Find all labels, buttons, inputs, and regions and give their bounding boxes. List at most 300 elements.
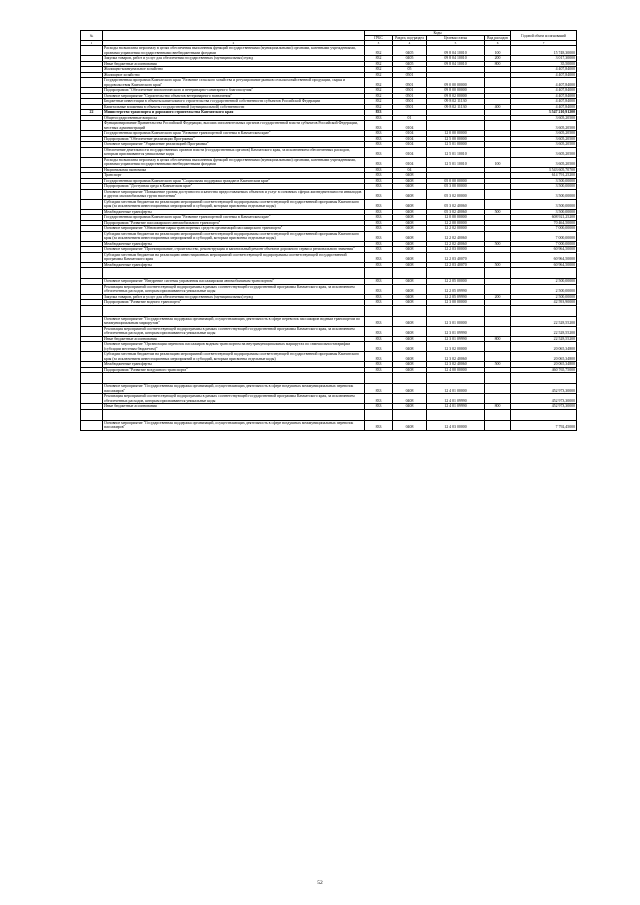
row-razdel: 0104 <box>393 136 427 142</box>
row-sum: 3 605,20500 <box>511 115 577 121</box>
row-grbs: 833 <box>365 121 393 131</box>
header-codes: Коды <box>365 31 511 36</box>
row-num <box>81 284 103 294</box>
row-grbs: 833 <box>365 404 393 410</box>
row-sum: 3 017,30000 <box>511 56 577 62</box>
row-grbs: 833 <box>365 184 393 190</box>
row-grbs: 832 <box>365 88 393 94</box>
row-csr: 09 8 02 00000 <box>427 93 485 99</box>
row-sum: 60 964,50000 <box>511 262 577 268</box>
row-num <box>81 46 103 56</box>
row-csr: 05 3 00 00000 <box>427 184 485 190</box>
header-num: № <box>81 31 103 41</box>
row-grbs: 833 <box>365 394 393 404</box>
row-razdel: 0408 <box>393 342 427 352</box>
row-vr: 500 <box>485 262 511 268</box>
table-row <box>81 78 577 88</box>
row-sum: 4 407,84000 <box>511 67 577 73</box>
spacer-cell <box>427 373 485 384</box>
row-name: Общегосударственные вопросы <box>103 115 365 121</box>
row-sum: 4 407,84000 <box>511 104 577 110</box>
row-grbs: 832 <box>365 104 393 110</box>
row-razdel: 0408 <box>393 247 427 253</box>
row-grbs: 833 <box>365 115 393 121</box>
spacer-row <box>81 305 577 316</box>
row-name: Жилищно-коммунальное хозяйство <box>103 67 365 73</box>
row-num <box>81 78 103 88</box>
row-num <box>81 231 103 241</box>
row-grbs: 833 <box>365 147 393 157</box>
row-grbs: 833 <box>365 241 393 247</box>
row-grbs: 833 <box>365 142 393 148</box>
header-grbs: ГРБС <box>365 36 393 41</box>
spacer-cell <box>511 268 577 279</box>
row-csr <box>427 121 485 131</box>
row-grbs: 833 <box>365 420 393 430</box>
row-sum: 4 407,84000 <box>511 88 577 94</box>
row-grbs: 833 <box>365 189 393 199</box>
spacer-cell <box>103 268 365 279</box>
row-razdel: 0408 <box>393 384 427 394</box>
row-vr <box>485 316 511 326</box>
row-csr: 09 8 04 10010 <box>427 61 485 67</box>
row-grbs: 833 <box>365 252 393 262</box>
spacer-cell <box>427 305 485 316</box>
row-vr <box>485 352 511 362</box>
row-razdel: 0408 <box>393 184 427 190</box>
row-sum: 3 500,00000 <box>511 199 577 209</box>
spacer-cell <box>485 268 511 279</box>
row-razdel: 0501 <box>393 104 427 110</box>
row-vr <box>485 326 511 336</box>
header-name <box>103 31 365 41</box>
row-csr: 09 8 02 11130 <box>427 99 485 105</box>
row-name: Функционирование Правительства Российской Федерации, высших исполнительных органов государственной власти субъектов Российской Федерации, местных администраций <box>103 121 365 131</box>
row-sum: 22 528,55200 <box>511 316 577 326</box>
row-csr: 12 2 05 00000 <box>427 279 485 285</box>
table-row <box>81 199 577 209</box>
row-razdel: 0408 <box>393 199 427 209</box>
row-razdel: 0501 <box>393 99 427 105</box>
spacer-cell <box>365 373 393 384</box>
table-row <box>81 189 577 199</box>
row-num <box>81 157 103 167</box>
row-name: Основное мероприятие "Проектирование, строительство, реконструкция и капитальный ремонт объектов дорожного сервиса регионального значения" <box>103 247 365 253</box>
row-razdel: 0408 <box>393 209 427 215</box>
table-row <box>81 326 577 336</box>
row-csr: 12 4 01 09990 <box>427 394 485 404</box>
table-row <box>81 352 577 362</box>
row-name: Межбюджетные трансферты <box>103 241 365 247</box>
table-row <box>81 394 577 404</box>
row-csr: 12 3 01 09990 <box>427 326 485 336</box>
row-name: Государственная программа Камчатского края "Развитие транспортной системы в Камчатском крае" <box>103 131 365 137</box>
row-num <box>81 252 103 262</box>
row-sum: 2 500,00000 <box>511 279 577 285</box>
table-row <box>81 384 577 394</box>
budget-table <box>80 30 577 431</box>
row-name: Подпрограмма "Развитие воздушного транспорта" <box>103 367 365 373</box>
row-razdel: 0408 <box>393 367 427 373</box>
spacer-cell <box>393 268 427 279</box>
row-grbs: 833 <box>365 384 393 394</box>
row-num <box>81 384 103 394</box>
row-grbs: 832 <box>365 46 393 56</box>
row-razdel: 0408 <box>393 284 427 294</box>
row-vr <box>485 420 511 430</box>
row-name: Подпрограмма "Развитие водного транспорта" <box>103 300 365 306</box>
row-csr: 05 0 00 00000 <box>427 178 485 184</box>
row-sum: 3 500,00000 <box>511 178 577 184</box>
row-sum: 4 407,84000 <box>511 72 577 78</box>
row-razdel: 0104 <box>393 157 427 167</box>
row-grbs: 833 <box>365 326 393 336</box>
row-num <box>81 199 103 209</box>
row-sum: 3 605,20500 <box>511 131 577 137</box>
row-name: Субсидии местным бюджетам на реализацию мероприятий соответствующей подпрограммы соответствующей государственной программы Камчатского края (за исключением инвестиционных мероприятий и субсидий, которым присвоены отдельные коды) <box>103 231 365 241</box>
row-vr: 800 <box>485 336 511 342</box>
row-sum: 608 921,25200 <box>511 215 577 221</box>
row-razdel: 0408 <box>393 173 427 179</box>
spacer-cell <box>427 268 485 279</box>
row-razdel: 01 <box>393 115 427 121</box>
row-csr: 12 4 03 00000 <box>427 420 485 430</box>
spacer-cell <box>81 305 103 316</box>
column-index: 4 <box>393 41 427 46</box>
row-sum: 20 065,34800 <box>511 342 577 352</box>
row-name: Подпрограмма "Доступная среда в Камчатском крае" <box>103 184 365 190</box>
row-sum: 4 407,84000 <box>511 93 577 99</box>
row-sum: 60 964,50000 <box>511 247 577 253</box>
row-csr: 12 3 01 09990 <box>427 336 485 342</box>
row-name: Реализация мероприятий соответствующей подпрограммы в рамках соответствующей государственной программы Камчатского края, за исключением обеспеченных расходов, которым присваиваются уникальные коды <box>103 284 365 294</box>
row-csr: 12 5 01 10010 <box>427 157 485 167</box>
row-sum: 614 791,25200 <box>511 173 577 179</box>
row-sum: 35,50000 <box>511 61 577 67</box>
spacer-cell <box>511 305 577 316</box>
row-num <box>81 342 103 352</box>
row-name: Транспорт <box>103 173 365 179</box>
row-vr <box>485 284 511 294</box>
row-razdel: 0501 <box>393 88 427 94</box>
row-grbs: 833 <box>365 284 393 294</box>
row-grbs: 833 <box>365 247 393 253</box>
table-row <box>81 157 577 167</box>
row-csr: 12 2 05 09990 <box>427 284 485 294</box>
row-sum: 3 500,00000 <box>511 184 577 190</box>
row-csr: 05 3 02 40060 <box>427 199 485 209</box>
row-csr: 12 5 01 00000 <box>427 142 485 148</box>
row-vr: 100 <box>485 46 511 56</box>
row-sum: 452 973,30000 <box>511 394 577 404</box>
row-grbs: 832 <box>365 67 393 73</box>
row-razdel: 04 <box>393 167 427 173</box>
spacer-row <box>81 268 577 279</box>
row-grbs: 833 <box>365 110 393 116</box>
row-name: Закупка товаров, работ и услуг для обеспечения государственных (муниципальных) нужд <box>103 294 365 300</box>
row-name: Реализация мероприятий соответствующей подпрограммы в рамках соответствующей государственной программы Камчатского края, за исключением обеспеченных расходов, которым присваиваются уникальные коды <box>103 394 365 404</box>
spacer-cell <box>365 305 393 316</box>
table-row <box>81 284 577 294</box>
table-row <box>81 420 577 430</box>
header-razdel: Раздел, под-раздел <box>393 36 427 41</box>
row-sum: 42 593,90000 <box>511 300 577 306</box>
row-grbs: 833 <box>365 215 393 221</box>
row-name: Государственная программа Камчатского края "Развитие сельского хозяйства и регулирование рынков сельскохозяйственной продукции, сырья и продовольствия Камчатского края" <box>103 78 365 88</box>
row-sum: 7 792,45000 <box>511 420 577 430</box>
row-grbs: 833 <box>365 352 393 362</box>
row-vr <box>485 342 511 352</box>
row-csr: 12 4 00 00000 <box>427 367 485 373</box>
column-index: 3 <box>365 41 393 46</box>
row-csr: 12 2 03 40070 <box>427 252 485 262</box>
row-vr: 500 <box>485 209 511 215</box>
row-grbs: 833 <box>365 262 393 268</box>
row-vr: 800 <box>485 61 511 67</box>
spacer-cell <box>103 305 365 316</box>
spacer-cell <box>103 409 365 420</box>
row-sum: 22 528,55200 <box>511 326 577 336</box>
column-index: 6 <box>485 41 511 46</box>
row-vr <box>485 189 511 199</box>
row-razdel: 0405 <box>393 46 427 56</box>
row-grbs: 833 <box>365 173 393 179</box>
row-vr: 100 <box>485 157 511 167</box>
row-num <box>81 326 103 336</box>
row-razdel: 0408 <box>393 294 427 300</box>
row-csr: 12 3 00 00000 <box>427 300 485 306</box>
row-csr: 09 8 00 00000 <box>427 88 485 94</box>
row-sum: 20 065,34800 <box>511 362 577 368</box>
row-razdel: 0408 <box>393 352 427 362</box>
row-grbs: 833 <box>365 231 393 241</box>
row-name: Основное мероприятие "Организация перевозок пассажиров водным транспортом на внутримуниципальных маршрутах по свмешольностатарифам (субсидии местным бюджетам)" <box>103 342 365 352</box>
row-name: Межбюджетные трансферты <box>103 362 365 368</box>
header-total: Годовой объем ассигнований <box>511 31 577 41</box>
row-sum: 452 973,30000 <box>511 404 577 410</box>
row-sum: 3 543 605,70700 <box>511 167 577 173</box>
row-name: Национальная экономика <box>103 167 365 173</box>
column-index: 2 <box>103 41 365 46</box>
row-razdel: 0408 <box>393 420 427 430</box>
row-razdel: 0408 <box>393 241 427 247</box>
row-razdel: 0408 <box>393 394 427 404</box>
table-row <box>81 342 577 352</box>
table-body <box>81 46 577 431</box>
row-razdel: 0408 <box>393 316 427 326</box>
row-num <box>81 147 103 157</box>
spacer-cell <box>81 268 103 279</box>
row-vr <box>485 231 511 241</box>
spacer-row <box>81 409 577 420</box>
spacer-cell <box>365 409 393 420</box>
table-row <box>81 316 577 326</box>
row-csr: 05 3 02 40060 <box>427 209 485 215</box>
row-razdel: 0408 <box>393 336 427 342</box>
row-csr: 12 3 02 00000 <box>427 342 485 352</box>
row-grbs: 833 <box>365 336 393 342</box>
row-razdel: 0408 <box>393 404 427 410</box>
row-name: Расходы на выплаты персоналу в целях обеспечения выполнения функций государственными (муниципальными) органами, казенными учреждениями, органами управления государственными внебюджетными фондами <box>103 46 365 56</box>
spacer-cell <box>103 373 365 384</box>
spacer-cell <box>365 268 393 279</box>
row-csr: 12 2 02 00000 <box>427 226 485 232</box>
row-razdel: 0104 <box>393 131 427 137</box>
row-grbs: 832 <box>365 72 393 78</box>
row-sum: 2 500,00000 <box>511 284 577 294</box>
row-grbs: 833 <box>365 136 393 142</box>
row-razdel: 05 <box>393 67 427 73</box>
header-vr: Вид расходов <box>485 36 511 41</box>
row-vr: 200 <box>485 294 511 300</box>
row-razdel: 0405 <box>393 61 427 67</box>
row-sum: 3 605,20500 <box>511 147 577 157</box>
spacer-cell <box>485 373 511 384</box>
row-grbs: 833 <box>365 167 393 173</box>
row-csr: 05 3 02 00000 <box>427 189 485 199</box>
row-num <box>81 316 103 326</box>
row-sum: 3 605,20500 <box>511 121 577 131</box>
row-sum: 4 407,84000 <box>511 99 577 105</box>
row-grbs: 833 <box>365 362 393 368</box>
row-razdel: 0408 <box>393 362 427 368</box>
table-row <box>81 121 577 131</box>
row-num: 22 <box>81 110 103 116</box>
row-name: Субсидии местным бюджетам на реализацию мероприятий соответствующей подпрограммы соответствующей государственной программы Камчатского края (за исключением инвестиционных мероприятий и субсидий, которым присвоены отдельные коды) <box>103 352 365 362</box>
row-name: Межбюджетные трансферты <box>103 209 365 215</box>
row-csr: 12 3 02 40060 <box>427 362 485 368</box>
row-sum: 3 605,20500 <box>511 136 577 142</box>
column-index: 5 <box>427 41 485 46</box>
row-razdel: 0501 <box>393 78 427 88</box>
row-grbs: 833 <box>365 157 393 167</box>
row-sum: 7 000,00000 <box>511 231 577 241</box>
row-name: Субсидии местным бюджетам на реализацию инвестиционных мероприятий соответствующей подпрограммы соответствующей государственной программы Камчатского края <box>103 252 365 262</box>
document-page <box>80 30 576 431</box>
row-sum: 3 547 210,91200 <box>511 110 577 116</box>
row-vr <box>485 252 511 262</box>
row-sum: 15 748,30000 <box>511 46 577 56</box>
row-razdel: 0408 <box>393 279 427 285</box>
row-sum: 20 065,34800 <box>511 352 577 362</box>
row-razdel: 0408 <box>393 178 427 184</box>
spacer-row <box>81 373 577 384</box>
row-razdel: 0408 <box>393 226 427 232</box>
row-grbs: 832 <box>365 99 393 105</box>
row-razdel: 0501 <box>393 93 427 99</box>
row-name: Иные бюджетные ассигнования <box>103 336 365 342</box>
table-row <box>81 231 577 241</box>
row-name: Иные бюджетные ассигнования <box>103 61 365 67</box>
row-name: Основное мероприятие "Строительство объектов ветеринарного назначения" <box>103 93 365 99</box>
spacer-cell <box>511 373 577 384</box>
row-name: Основное мероприятие "Государственная поддержка организаций, осуществляющих деятельность в сфере перевозок пассажиров водным транспортом по межмуниципальным маршрутам" <box>103 316 365 326</box>
row-grbs: 833 <box>365 226 393 232</box>
row-csr: 12 0 00 00000 <box>427 215 485 221</box>
row-grbs: 833 <box>365 367 393 373</box>
row-razdel: 0408 <box>393 252 427 262</box>
row-csr: 12 0 00 00000 <box>427 131 485 137</box>
row-grbs: 833 <box>365 131 393 137</box>
row-num <box>81 420 103 430</box>
spacer-cell <box>427 409 485 420</box>
row-name: Жилищное хозяйство <box>103 72 365 78</box>
row-name: Государственная программа Камчатского края "Социальная поддержка граждан в Камчатском крае" <box>103 178 365 184</box>
row-grbs: 833 <box>365 279 393 285</box>
row-csr: 12 2 05 09990 <box>427 294 485 300</box>
row-csr: 12 4 01 00000 <box>427 384 485 394</box>
row-sum: 3 500,00000 <box>511 189 577 199</box>
row-csr: 12 2 03 40070 <box>427 262 485 268</box>
row-vr: 500 <box>485 241 511 247</box>
row-num <box>81 394 103 404</box>
table-row <box>81 147 577 157</box>
row-grbs: 833 <box>365 300 393 306</box>
page-number: 52 <box>317 880 323 886</box>
row-csr: 12 5 01 10010 <box>427 147 485 157</box>
row-name: Основное мероприятие "Внедрение системы управления пассажирским автомобильным транспортом" <box>103 279 365 285</box>
row-sum: 452 973,30000 <box>511 384 577 394</box>
row-name: Реализация мероприятий соответствующей подпрограммы в рамках соответствующей государственной программы Камчатского края, за исключением обеспеченных расходов, которым присваиваются уникальные коды <box>103 326 365 336</box>
row-csr: 09 8 04 10010 <box>427 46 485 56</box>
row-csr: 09 8 04 10010 <box>427 56 485 62</box>
row-name: Министерство транспорта и дорожного строительства Камчатского края <box>103 110 365 116</box>
row-sum: 22 528,55200 <box>511 336 577 342</box>
row-csr: 12 2 00 00000 <box>427 220 485 226</box>
row-razdel: 0408 <box>393 231 427 241</box>
row-razdel: 0408 <box>393 326 427 336</box>
row-razdel: 0405 <box>393 56 427 62</box>
row-grbs: 832 <box>365 93 393 99</box>
spacer-cell <box>393 373 427 384</box>
row-name: Расходы на выплаты персоналу в целях обеспечения выполнения функций государственными (муниципальными) органами, казенными учреждениями, органами управления государственными внебюджетными фондами <box>103 157 365 167</box>
row-vr <box>485 147 511 157</box>
spacer-cell <box>485 409 511 420</box>
table-row <box>81 252 577 262</box>
row-csr: 12 3 02 40060 <box>427 352 485 362</box>
row-sum: 2 500,00000 <box>511 294 577 300</box>
row-name: Субсидии местным бюджетам на реализацию мероприятий соответствующей подпрограммы соответствующей государственной программы Камчатского края (за исключением инвестиционных мероприятий и субсидий, которым присвоены отдельные коды) <box>103 199 365 209</box>
row-sum: 3 500,00000 <box>511 209 577 215</box>
row-vr: 200 <box>485 56 511 62</box>
row-vr: 500 <box>485 362 511 368</box>
row-name: Подпрограмма "Обеспечение реализации Программы" <box>103 136 365 142</box>
row-vr: 800 <box>485 404 511 410</box>
row-razdel: 0408 <box>393 262 427 268</box>
row-razdel: 0104 <box>393 147 427 157</box>
row-name: Подпрограмма "Развитие пассажирского автомобильного транспорта" <box>103 220 365 226</box>
row-razdel: 0408 <box>393 220 427 226</box>
row-name: Основное мероприятие "Обновление парка транспортных средств организаций пассажирского транспорта" <box>103 226 365 232</box>
row-name: Основное мероприятие "Государственная поддержка организаций, осуществляющих деятельность в сфере воздушных межмуниципальных перевозок пассажиров" <box>103 420 365 430</box>
row-csr: 09 8 02 11130 <box>427 104 485 110</box>
row-razdel: 0104 <box>393 142 427 148</box>
row-csr: 09 0 00 00000 <box>427 78 485 88</box>
row-name: Основное мероприятие "Управление реализацией Программы" <box>103 142 365 148</box>
column-index: 1 <box>81 41 103 46</box>
row-sum: 3 605,20500 <box>511 142 577 148</box>
row-grbs: 832 <box>365 56 393 62</box>
row-grbs: 833 <box>365 199 393 209</box>
row-grbs: 833 <box>365 178 393 184</box>
row-name: Бюджетные инвестиции в объекты капитального строительства государственной собственности субъектов Российской Федерации <box>103 99 365 105</box>
row-name: Подпрограмма "Обеспечение эпизоотического и ветеринарно-санитарного благополучия" <box>103 88 365 94</box>
row-grbs: 833 <box>365 209 393 215</box>
column-index: 7 <box>511 41 577 46</box>
row-name: Обеспечение деятельности государственных органов власти (государственных органов) Камчатского края, за исключением обеспеченных расходов, которым присваиваются уникальные коды <box>103 147 365 157</box>
row-grbs: 833 <box>365 316 393 326</box>
row-num <box>81 189 103 199</box>
